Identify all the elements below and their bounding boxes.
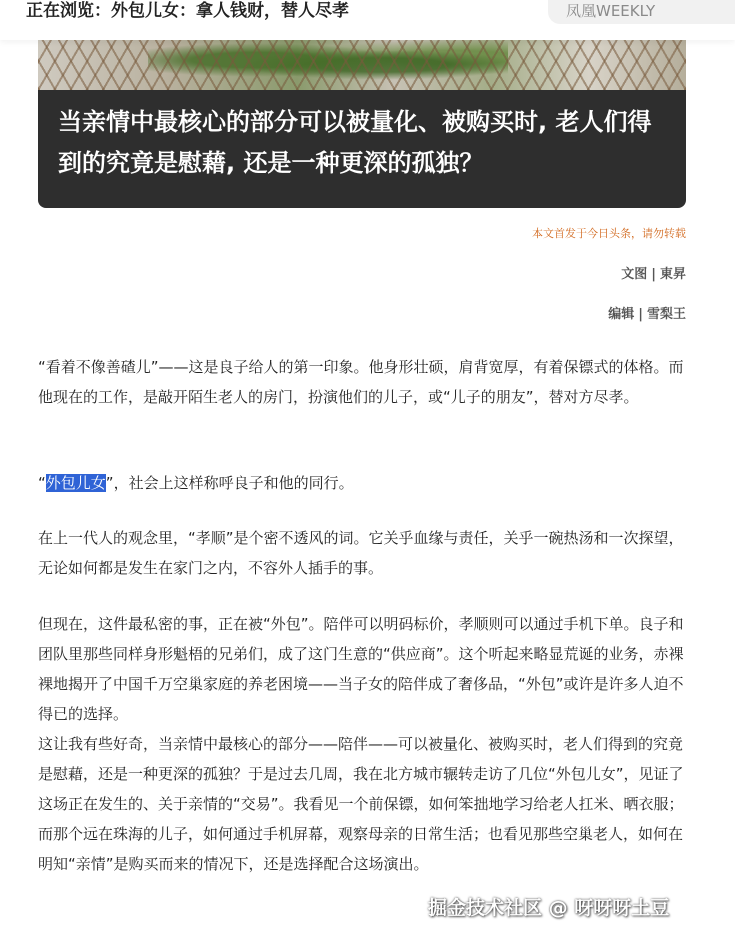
paragraph-2 [38,468,688,498]
paragraph-5: 这让我有些好奇，当亲情中最核心的部分——陪伴——可以被量化、被购买时，老人们得到的究竟是慰藉，还是一种更深的孤独？于是过去几周，我在北方城市辗转走访了几位“外包儿女”，见证了这场正在发生的、关于亲情的“交易”。我看见一个前保镖，如何笨拙地学习给老人扛米、晒衣服；而那个远在珠海的儿子，如何通过手机屏幕，观察母亲的日常生活；也看见那些空巢老人，如何在明知“亲情”是购买而来的情况下，还是选择配合这场演出。 [38,735,684,873]
selected-text-highlight[interactable]: 外包儿女 [45,474,106,492]
credit-name: 東昇 [659,267,686,282]
paragraph-2-rest: ”，社会上这样称呼良子和他的同行。 [105,474,354,492]
watermark: 掘金技术社区 @ 呀呀呀土豆 [428,897,670,919]
now-reading-title: 正在浏览：外包儿女：拿人钱财，替人尽孝 [26,1,349,21]
paragraph-3: 在上一代人的观念里，“孝顺”是个密不透风的词。它关乎血缘与责任，关乎一碗热汤和一次探望，无论如何都是发生在家门之内，不容外人插手的事。 [38,529,684,577]
paragraph-1: “看着不像善碴儿”——这是良子给人的第一印象。他身形壮硕，肩背宽厚，有着保镖式的体格。而他现在的工作，是敲开陌生老人的房门，扮演他们的儿子，或“儿子的朋友”，替对方尽孝。 [38,358,684,406]
hero-photo-lattice [38,40,686,90]
open-quote: “ [38,474,46,492]
top-bar [0,0,735,40]
credit-role: 文图 [621,267,648,282]
credit-name: 雪梨王 [646,307,686,322]
credit-editor: 编辑 | 雪梨王 [608,307,686,322]
source-note: 本文首发于今日头条，请勿转载 [532,227,686,240]
hero-image [38,40,686,208]
credit-role: 编辑 [608,307,635,322]
hero-caption: 当亲情中最核心的部分可以被量化、被购买时, 老人们得到的究竟是慰藉, 还是一种更深的孤独？ [58,108,652,177]
paragraph-4: 但现在，这件最私密的事，正在被“外包”。陪伴可以明码标价，孝顺则可以通过手机下单。良子和团队里那些同样身形魁梧的兄弟们，成了这门生意的“供应商”。这个听起来略显荒诞的业务，赤裸裸地揭开了中国千万空巢家庭的养老困境——当子女的陪伴成了奢侈品，“外包”或许是许多人迫不得已的选择。 [38,615,684,723]
search-placeholder: 凤凰WEEKLY [566,2,656,20]
search-input[interactable] [548,0,735,24]
hero-photo [38,40,686,90]
credit-photo-text: 文图 | 東昇 [621,267,686,282]
